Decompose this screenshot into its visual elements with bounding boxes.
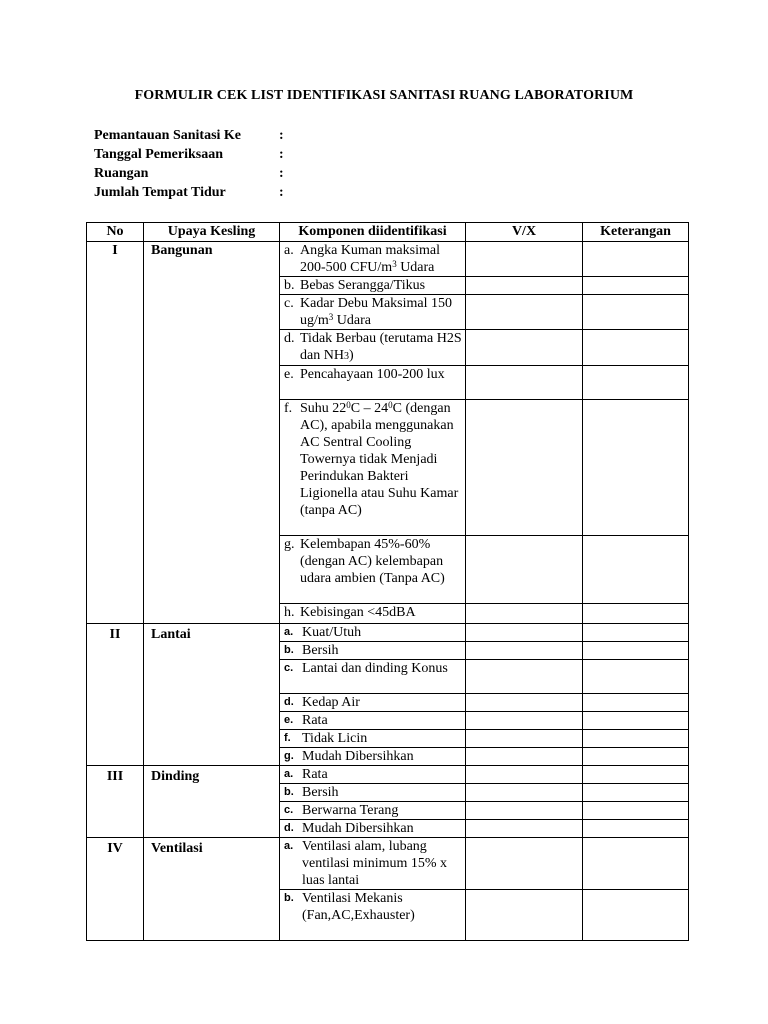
- superscript: 3: [392, 259, 397, 269]
- component-cell: [280, 400, 466, 536]
- item-text: [300, 536, 463, 587]
- vx-input-cell[interactable]: [466, 748, 583, 766]
- meta-label: Ruangan: [94, 166, 149, 181]
- component-cell: [280, 784, 466, 802]
- component-cell: [280, 660, 466, 694]
- item-letter: c.: [284, 662, 294, 674]
- component-cell: [280, 712, 466, 730]
- group-number: III: [87, 766, 144, 838]
- group-name: Dinding: [144, 766, 280, 838]
- item-text-part: Suhu 22: [300, 401, 347, 416]
- keterangan-input-cell[interactable]: [583, 802, 689, 820]
- item-text-part: Tidak Licin: [302, 731, 368, 746]
- meta-row-ruangan: [94, 164, 299, 183]
- item-letter: b.: [284, 278, 295, 293]
- item-text-part: Bersih: [302, 643, 339, 658]
- component-cell: [280, 242, 466, 277]
- item-text-part: Tidak Berbau (terutama H2S dan NH: [300, 331, 462, 363]
- item-text-part: Kebisingan <45dBA: [300, 605, 416, 620]
- keterangan-input-cell[interactable]: [583, 660, 689, 694]
- vx-input-cell[interactable]: [466, 295, 583, 330]
- meta-colon: :: [279, 166, 284, 181]
- component-cell: [280, 642, 466, 660]
- item-letter: c.: [284, 296, 294, 311]
- item-text: [302, 820, 463, 837]
- vx-input-cell[interactable]: [466, 660, 583, 694]
- vx-input-cell[interactable]: [466, 604, 583, 624]
- form-meta: [94, 126, 299, 202]
- keterangan-input-cell[interactable]: [583, 712, 689, 730]
- checklist-table: [86, 222, 689, 941]
- item-letter: d.: [284, 822, 294, 834]
- meta-row-jumlah-tempat-tidur: [94, 183, 299, 202]
- component-item: [284, 604, 463, 621]
- keterangan-input-cell[interactable]: [583, 784, 689, 802]
- keterangan-input-cell[interactable]: [583, 242, 689, 277]
- group-name: Lantai: [144, 624, 280, 766]
- item-letter: c.: [284, 804, 294, 816]
- component-item: [284, 890, 463, 924]
- vx-input-cell[interactable]: [466, 400, 583, 536]
- item-letter: a.: [284, 626, 294, 638]
- vx-input-cell[interactable]: [466, 766, 583, 784]
- vx-input-cell[interactable]: [466, 784, 583, 802]
- vx-input-cell[interactable]: [466, 890, 583, 941]
- vx-input-cell[interactable]: [466, 730, 583, 748]
- group-name: Bangunan: [144, 242, 280, 624]
- table-row: [87, 766, 689, 784]
- item-letter: g.: [284, 750, 294, 762]
- keterangan-input-cell[interactable]: [583, 295, 689, 330]
- item-text-part: Berwarna Terang: [302, 803, 399, 818]
- header-vx: V/X: [466, 223, 583, 242]
- item-text-part: Rata: [302, 713, 328, 728]
- component-item: [284, 330, 463, 365]
- keterangan-input-cell[interactable]: [583, 400, 689, 536]
- item-text: [302, 730, 463, 747]
- item-text: [302, 660, 463, 677]
- item-text: [300, 400, 463, 519]
- item-letter: g.: [284, 537, 295, 552]
- item-letter: a.: [284, 243, 294, 258]
- component-cell: [280, 366, 466, 400]
- vx-input-cell[interactable]: [466, 838, 583, 890]
- vx-input-cell[interactable]: [466, 330, 583, 366]
- keterangan-input-cell[interactable]: [583, 890, 689, 941]
- component-item: [284, 642, 463, 659]
- component-item: [284, 838, 463, 889]
- component-item: [284, 536, 463, 587]
- keterangan-input-cell[interactable]: [583, 330, 689, 366]
- keterangan-input-cell[interactable]: [583, 820, 689, 838]
- component-item: [284, 242, 463, 276]
- item-text: [300, 366, 463, 383]
- keterangan-input-cell[interactable]: [583, 730, 689, 748]
- component-cell: [280, 694, 466, 712]
- vx-input-cell[interactable]: [466, 624, 583, 642]
- header-komponen: Komponen diidentifikasi: [280, 223, 466, 242]
- item-text: [300, 330, 463, 365]
- item-text-part: Rata: [302, 767, 328, 782]
- header-keterangan: Keterangan: [583, 223, 689, 242]
- item-text: [300, 242, 463, 276]
- vx-input-cell[interactable]: [466, 820, 583, 838]
- item-text-part: C (dengan AC), apabila menggunakan AC Sentral Cooling Towernya tidak Menjadi Perindukan Bakteri Ligionella atau Suhu Kamar (tanpa AC): [300, 401, 459, 518]
- vx-input-cell[interactable]: [466, 642, 583, 660]
- item-text: [302, 784, 463, 801]
- meta-label: Pemantauan Sanitasi Ke: [94, 128, 242, 143]
- component-cell: [280, 295, 466, 330]
- vx-input-cell[interactable]: [466, 366, 583, 400]
- form-title: FORMULIR CEK LIST IDENTIFIKASI SANITASI RUANG LABORATORIUM: [134, 88, 634, 103]
- component-cell: [280, 536, 466, 604]
- component-item: [284, 820, 463, 837]
- item-text-part: Ventilasi Mekanis (Fan,AC,Exhauster): [302, 891, 415, 923]
- item-text: [302, 748, 463, 765]
- item-letter: f.: [284, 401, 293, 416]
- keterangan-input-cell[interactable]: [583, 366, 689, 400]
- item-letter: f.: [284, 732, 291, 744]
- item-text: [302, 890, 463, 924]
- meta-colon: :: [279, 185, 284, 200]
- component-cell: [280, 802, 466, 820]
- component-item: [284, 712, 463, 729]
- item-letter: e.: [284, 367, 294, 382]
- keterangan-input-cell[interactable]: [583, 604, 689, 624]
- item-text: [302, 694, 463, 711]
- keterangan-input-cell[interactable]: [583, 624, 689, 642]
- keterangan-input-cell[interactable]: [583, 536, 689, 604]
- group-name: Ventilasi: [144, 838, 280, 941]
- item-text-part: Udara: [396, 260, 435, 275]
- component-cell: [280, 748, 466, 766]
- meta-row-tanggal: [94, 145, 299, 164]
- meta-colon: :: [279, 147, 284, 162]
- vx-input-cell[interactable]: [466, 802, 583, 820]
- item-text-part: Kuat/Utuh: [302, 625, 362, 640]
- superscript: 0: [346, 400, 351, 410]
- keterangan-input-cell[interactable]: [583, 277, 689, 295]
- keterangan-input-cell[interactable]: [583, 642, 689, 660]
- meta-label: Jumlah Tempat Tidur: [94, 185, 226, 200]
- item-text-part: Bebas Serangga/Tikus: [300, 278, 426, 293]
- header-upaya-kesling: Upaya Kesling: [144, 223, 280, 242]
- item-text: [302, 802, 463, 819]
- item-text-part: Mudah Dibersihkan: [302, 749, 414, 764]
- item-letter: b.: [284, 786, 294, 798]
- component-item: [284, 802, 463, 819]
- item-text-part: Lantai dan dinding Konus: [302, 661, 448, 676]
- table-body: [87, 242, 689, 941]
- item-letter: b.: [284, 644, 294, 656]
- group-number: IV: [87, 838, 144, 941]
- item-text-part: Kedap Air: [302, 695, 360, 710]
- keterangan-input-cell[interactable]: [583, 694, 689, 712]
- vx-input-cell[interactable]: [466, 536, 583, 604]
- superscript: 0: [388, 400, 393, 410]
- component-cell: [280, 277, 466, 295]
- item-letter: a.: [284, 768, 294, 780]
- component-item: [284, 366, 463, 383]
- component-item: [284, 277, 463, 294]
- item-text: [302, 642, 463, 659]
- meta-row-pemantauan: [94, 126, 299, 145]
- item-text-part: Udara: [333, 313, 371, 328]
- item-letter: h.: [284, 605, 295, 620]
- item-text-part: Kadar Debu Maksimal 150 ug/m: [300, 296, 453, 328]
- keterangan-input-cell[interactable]: [583, 766, 689, 784]
- vx-input-cell[interactable]: [466, 277, 583, 295]
- group-number: II: [87, 624, 144, 766]
- item-text: [302, 712, 463, 729]
- component-item: [284, 400, 463, 519]
- component-item: [284, 295, 463, 329]
- component-item: [284, 766, 463, 783]
- superscript: 3: [328, 312, 334, 322]
- subscript: 3: [343, 351, 349, 362]
- table-row: [87, 838, 689, 890]
- component-item: [284, 730, 463, 747]
- item-text: [302, 766, 463, 783]
- item-text-part: C – 24: [350, 401, 389, 416]
- component-cell: [280, 766, 466, 784]
- component-item: [284, 784, 463, 801]
- item-text-part: Kelembapan 45%-60% (dengan AC) kelembapan udara ambien (Tanpa AC): [300, 537, 445, 586]
- item-letter: e.: [284, 714, 294, 726]
- item-text: [300, 277, 463, 294]
- item-text-part: ): [348, 348, 354, 363]
- vx-input-cell[interactable]: [466, 694, 583, 712]
- header-no: No: [87, 223, 144, 242]
- item-text-part: Bersih: [302, 785, 339, 800]
- item-letter: d.: [284, 331, 295, 346]
- item-text: [302, 624, 463, 641]
- item-letter: d.: [284, 696, 294, 708]
- item-text-part: Ventilasi alam, lubang ventilasi minimum 15% x luas lantai: [302, 839, 448, 888]
- item-text-part: Pencahayaan 100-200 lux: [300, 367, 445, 382]
- vx-input-cell[interactable]: [466, 242, 583, 277]
- table-row: [87, 242, 689, 277]
- item-letter: a.: [284, 840, 294, 852]
- item-text: [300, 604, 463, 621]
- component-cell: [280, 890, 466, 941]
- table-row: [87, 624, 689, 642]
- component-item: [284, 624, 463, 641]
- table-header-row: [87, 223, 689, 242]
- group-number: I: [87, 242, 144, 624]
- item-text-part: Angka Kuman maksimal 200-500 CFU/m: [300, 243, 440, 275]
- component-cell: [280, 838, 466, 890]
- vx-input-cell[interactable]: [466, 712, 583, 730]
- item-text: [302, 838, 463, 889]
- component-item: [284, 694, 463, 711]
- item-text-part: Mudah Dibersihkan: [302, 821, 414, 836]
- component-cell: [280, 604, 466, 624]
- keterangan-input-cell[interactable]: [583, 838, 689, 890]
- component-cell: [280, 624, 466, 642]
- component-cell: [280, 330, 466, 366]
- component-cell: [280, 730, 466, 748]
- item-letter: b.: [284, 892, 294, 904]
- component-item: [284, 748, 463, 765]
- meta-colon: :: [279, 128, 284, 143]
- keterangan-input-cell[interactable]: [583, 748, 689, 766]
- meta-label: Tanggal Pemeriksaan: [94, 147, 223, 162]
- component-item: [284, 660, 463, 677]
- component-cell: [280, 820, 466, 838]
- item-text: [300, 295, 463, 329]
